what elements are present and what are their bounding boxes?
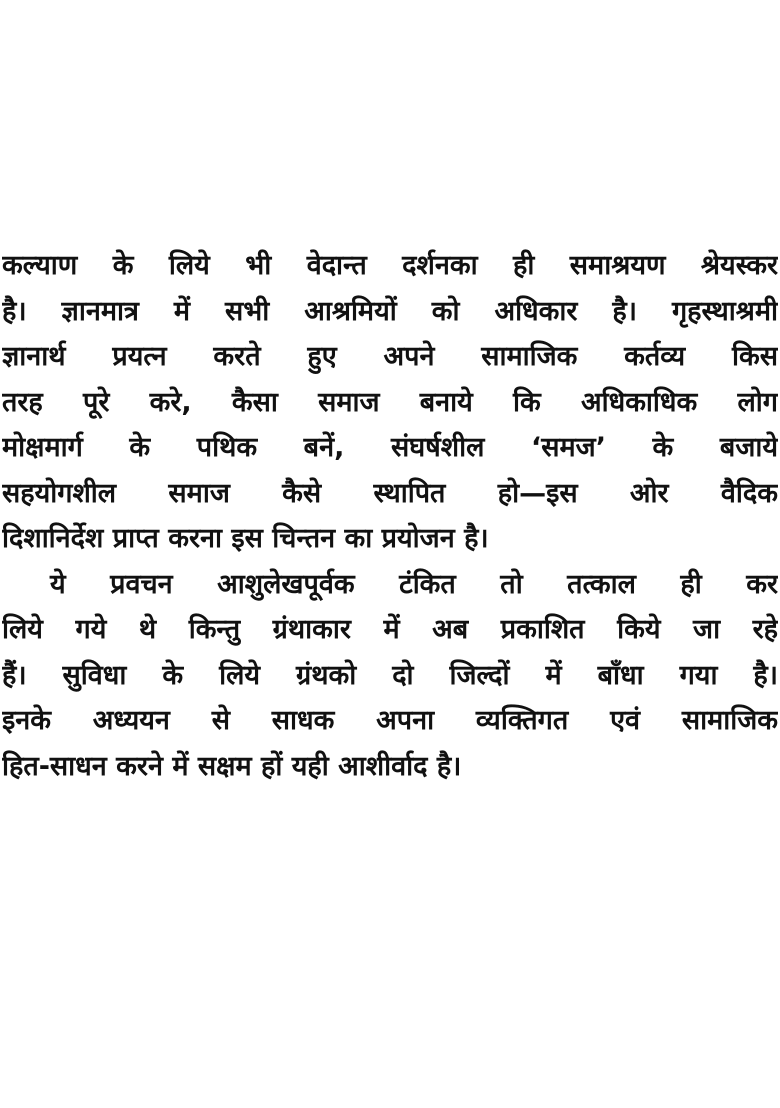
text-line-1: कल्याण के लिये भी वेदान्त दर्शनका ही समाश्रयण श्रेयस्कर [2, 250, 778, 281]
text-line-7: दिशानिर्देश प्राप्त करना इस चिन्तन का प्रयोजन है। [2, 523, 489, 554]
text-line-4: तरह पूरे करे, कैसा समाज बनाये कि अधिकाधिक लोग [2, 386, 778, 418]
text-line-3: ज्ञानार्थ प्रयत्न करते हुए अपने सामाजिक कर्तव्य किस [2, 341, 778, 372]
text-line-11: इनके अध्ययन से साधक अपना व्यक्तिगत एवं सामाजिक [2, 705, 778, 736]
text-line-6: सहयोगशील समाज कैसे स्थापित हो—इस ओर वैदिक [2, 477, 778, 509]
text-line-8: ये प्रवचन आशुलेखपूर्वक टंकित तो तत्काल ही कर [50, 568, 778, 600]
body-text [2, 243, 778, 789]
text-line-5: मोक्षमार्ग के पथिक बनें, संघर्षशील ‘समज’ के बजाये [2, 432, 778, 463]
text-line-12: हित-साधन करने में सक्षम हों यही आशीर्वाद है। [2, 750, 462, 782]
text-line-10: हैं। सुविधा के लिये ग्रंथको दो जिल्दों में बाँधा गया है। [2, 659, 778, 691]
text-line-9: लिये गये थे किन्तु ग्रंथाकार में अब प्रकाशित किये जा रहे [2, 614, 778, 645]
text-line-2: है। ज्ञानमात्र में सभी आश्रमियों को अधिकार है। गृहस्थाश्रमी [2, 295, 778, 327]
